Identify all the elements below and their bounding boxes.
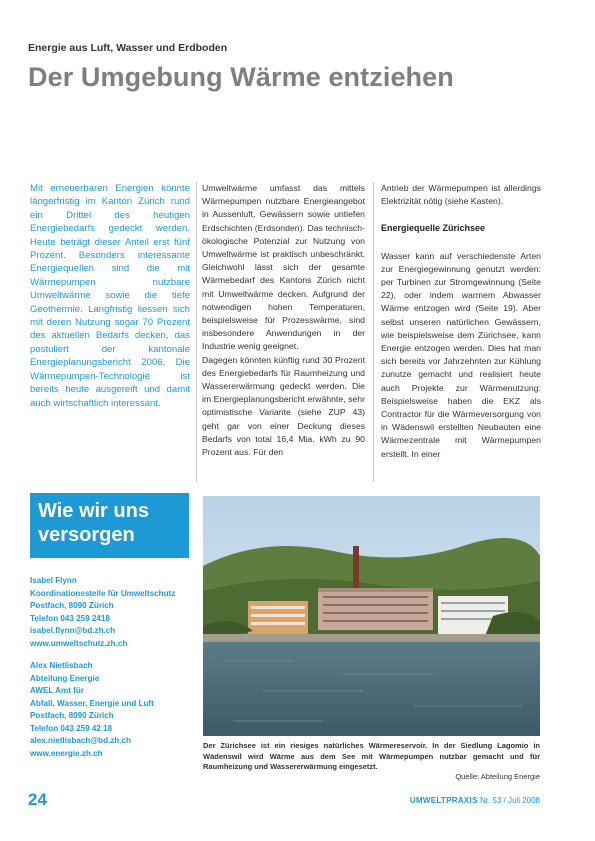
- contact-org: AWEL Amt für: [30, 686, 84, 695]
- body-paragraph: Antrieb der Wärmepumpen ist allerdings Elektrizität nötig (siehe Kasten).: [381, 183, 541, 207]
- banner-line: Wie wir uns: [38, 500, 149, 522]
- column-divider: [196, 182, 197, 482]
- contact-phone[interactable]: Telefon 043 259 2418: [30, 613, 110, 623]
- contact-name: Alex Nietlisbach: [30, 661, 93, 670]
- section-banner: [30, 493, 189, 558]
- body-paragraph: Umweltwärme umfasst das mittels Wärmepumpen nutzbare Energieangebot in Aussenluft, Gewässern sowie untiefen Erdschichten (Erdsonden). Das technisch-ökologische Potenzial zur Nutzung von Umweltwärme ist praktisch unbeschränkt. Gleichwohl lässt sich der gesamte Wärmebedarf des Kantons Zürich nicht mit Umweltwärme decken. Aufgrund der notwendigen hohen Temperaturen, beispielsweise für Prozesswärme, sind insbesondere Anwendungen in der Industrie wenig geeignet.: [202, 183, 365, 352]
- body-column-2: [202, 182, 365, 459]
- contact-org: Koordinationsstelle für Umweltschutz: [30, 588, 176, 598]
- column-divider: [373, 182, 374, 482]
- contact-phone[interactable]: Telefon 043 259 42 18: [30, 723, 113, 733]
- subheading: Energiequelle Zürichsee: [381, 223, 486, 234]
- contact-org: Abfall, Wasser, Energie und Luft: [30, 698, 154, 708]
- banner-title: [38, 499, 149, 547]
- lead-paragraph: Mit erneuerbaren Energien könnte längerfristig im Kanton Zürich rund ein Drittel des heutigen Energiebedarfs gedeckt werden. Heute beträgt dieser Anteil erst fünf Prozent. Besonders interessante Energiequellen sind die mit Wärmepumpen nutzbare Umweltwärme sowie die tiefe Geothermie. Langfristig liessen sich mit deren Nutzung sogar 70 Prozent des aktuellen Bedarfs decken, das postuliert der kantonale Energieplanungsbericht 2006. Die Wärmepumpen-Technologie ist bereits heute ausgereift und damit auch wirtschaftlich interessant.: [30, 183, 190, 409]
- body-column-3: [381, 182, 541, 461]
- page-number: 24: [28, 790, 47, 809]
- body-paragraph: Wasser kann auf verschiedenste Arten zur Energiegewinnung genutzt werden: per Turbinen zur Stromgewinnung (Seite 22), oder indem warmem Abwasser Wärme entzogen wird (Seite 19). Aber selbst unseren natürlichen Gewässern, wie beispielsweise dem Zürichsee, kann Energie entzogen werden. Dies hat man sich bereits vor Jahrzehnten zur Kühlung zunutze gemacht und realisiert heute auch Projekte zur Wärmenutzung: Beispielsweise haben die EKZ als Contractor für die Wärmeversorgung von in Wädenswil erstellten Neubauten eine Wärmezentrale mit Wärmepumpen erstellt. In einer: [381, 250, 541, 459]
- photo-source: Quelle: Abteilung Energie: [455, 772, 540, 781]
- footer-issue: [410, 796, 540, 805]
- contact-box: [30, 575, 195, 760]
- body-paragraph: Dagegen könnten künftig rund 30 Prozent des Energiebedarfs für Raumheizung und Wassererwärmung gedeckt werden. Die im Energieplanungsbericht erwähnte, sehr optimistische Variante (siehe ZUP 43) geht gar von einer Deckung dieses Bedarfs von total 16,4 Mia. kWh zu 90 Prozent aus. Für den: [202, 354, 365, 458]
- contact-name: Isabel Flynn: [30, 576, 77, 585]
- contact-web-link[interactable]: www.umweltschutz.zh.ch: [30, 638, 128, 648]
- contact-email-link[interactable]: isabel.flynn@bd.zh.ch: [30, 626, 116, 635]
- contact-address: Postfach, 8090 Zürich: [30, 711, 114, 720]
- lake-photo: [203, 496, 540, 736]
- contact-email-link[interactable]: alex.nietlisbach@bd.zh.ch: [30, 736, 131, 745]
- footer-brand: UMWELTPRAXIS: [409, 796, 478, 805]
- contact-web-link[interactable]: www.energie.zh.ch: [30, 748, 103, 758]
- contact-org: Abteilung Energie: [30, 673, 100, 683]
- kicker: Energie aus Luft, Wasser und Erdboden: [28, 42, 228, 54]
- contact-address: Postfach, 8090 Zürich: [30, 601, 114, 610]
- page-title: Der Umgebung Wärme entziehen: [28, 62, 454, 92]
- banner-line: versorgen: [38, 524, 135, 546]
- photo-caption: Der Zürichsee ist ein riesiges natürliches Wärmereservoir. In der Siedlung Lagomio in Wädenswil wird Wärme aus dem See mit Wärmepumpen nutzbar gemacht und für Raumheizung und Wassererwärmung eingesetzt.: [203, 741, 540, 771]
- footer-issue-label: Nr. 53 / Juli 2008: [479, 796, 540, 805]
